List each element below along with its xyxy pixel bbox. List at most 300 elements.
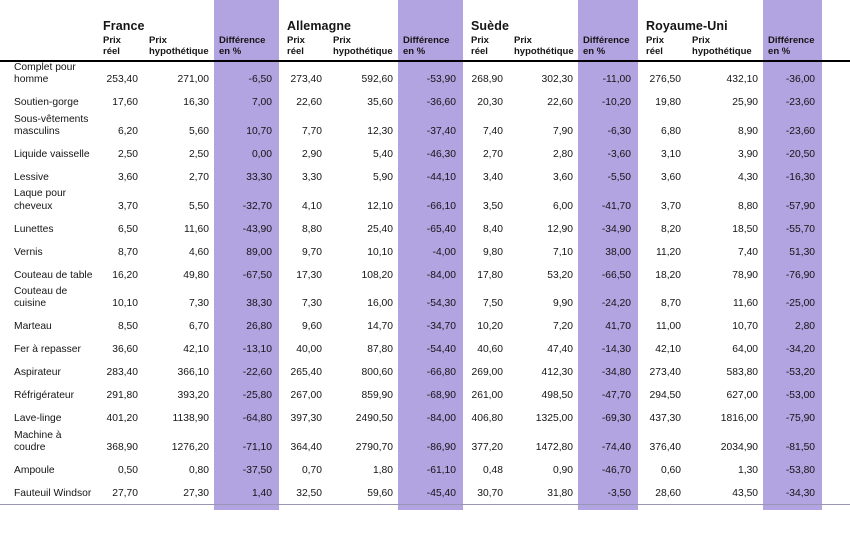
subheader-line: Prix <box>149 34 167 46</box>
table-row <box>0 286 850 315</box>
price-real-cell: 0,50 <box>117 465 138 477</box>
filler-cell <box>822 384 850 407</box>
subheader-line: Prix <box>103 34 121 46</box>
table-row <box>0 142 850 165</box>
filler-cell <box>822 481 850 504</box>
difference-cell: -37,50 <box>214 458 279 481</box>
difference-cell: -53,00 <box>763 384 822 407</box>
price-hypothetical-cell: 2790,70 <box>355 442 393 454</box>
table-row <box>0 114 850 143</box>
price-real-cell: 397,30 <box>290 413 322 425</box>
price-hypothetical-cell: 4,60 <box>188 246 209 258</box>
footer-cell <box>398 504 463 510</box>
difference-cell: -46,70 <box>578 458 638 481</box>
price-hypothetical-cell: 18,50 <box>732 223 759 235</box>
country-header: Royaume-Uni <box>646 19 728 33</box>
difference-cell: -45,40 <box>398 481 463 504</box>
difference-cell: -6,50 <box>214 61 279 91</box>
price-real-cell: 2,50 <box>117 149 138 161</box>
corner-cell <box>0 0 95 34</box>
difference-cell: -53,90 <box>398 61 463 91</box>
subheader-diff <box>578 34 638 61</box>
difference-cell: -25,00 <box>763 286 822 315</box>
filler-cell <box>822 263 850 286</box>
row-label: Aspirateur <box>14 367 61 379</box>
price-real-cell: 3,60 <box>660 172 682 184</box>
subheader-line: Prix <box>471 34 489 46</box>
price-real-cell: 261,00 <box>471 390 503 402</box>
price-real-cell: 8,40 <box>482 223 503 235</box>
filler-cell <box>822 114 850 143</box>
price-real-cell: 4,10 <box>301 200 322 212</box>
row-label: Marteau <box>14 321 52 333</box>
price-real-cell: 7,40 <box>482 126 503 138</box>
difference-cell: -86,90 <box>398 430 463 459</box>
price-real-cell: 3,70 <box>117 200 138 212</box>
price-real-cell: 368,90 <box>106 442 138 454</box>
price-hypothetical-cell: 393,20 <box>177 390 209 402</box>
table-row <box>0 263 850 286</box>
price-hypothetical-cell: 59,60 <box>367 487 393 499</box>
subheader-line: réel <box>103 45 120 57</box>
row-label: Fauteuil Windsor <box>14 487 92 499</box>
price-hypothetical-cell: 2,70 <box>188 172 209 184</box>
row-label: Couteau de cuisine <box>14 286 68 310</box>
price-hypothetical-cell: 0,90 <box>552 465 574 477</box>
subheader-line: Différence <box>768 34 815 46</box>
table-row <box>0 458 850 481</box>
price-hypothetical-cell: 498,50 <box>541 390 574 402</box>
price-real-cell: 11,00 <box>656 321 682 333</box>
subheader-hyp <box>513 34 578 61</box>
country-row <box>0 0 850 34</box>
price-real-cell: 265,40 <box>290 367 322 379</box>
difference-cell: -75,90 <box>763 407 822 430</box>
price-real-cell: 291,80 <box>106 390 138 402</box>
difference-cell: 33,30 <box>214 165 279 188</box>
footer-cell <box>463 504 513 510</box>
price-hypothetical-cell: 0,80 <box>188 465 209 477</box>
price-hypothetical-cell: 12,30 <box>367 126 393 138</box>
price-real-cell: 22,60 <box>296 97 322 109</box>
price-real-cell: 437,30 <box>649 413 682 425</box>
filler-cell <box>822 407 850 430</box>
row-label: Machine à coudre <box>14 429 62 454</box>
table-row <box>0 240 850 263</box>
price-real-cell: 8,20 <box>660 223 682 235</box>
footer-cell <box>214 504 279 510</box>
price-hypothetical-cell: 9,90 <box>552 298 574 310</box>
price-real-cell: 6,50 <box>117 223 138 235</box>
price-hypothetical-cell: 27,30 <box>183 487 209 499</box>
difference-cell: -43,90 <box>214 217 279 240</box>
price-real-cell: 17,30 <box>296 269 322 281</box>
difference-cell: -13,10 <box>214 338 279 361</box>
difference-cell: 10,70 <box>214 114 279 143</box>
difference-cell: -66,10 <box>398 188 463 217</box>
footer-cell <box>691 504 763 510</box>
price-real-cell: 377,20 <box>471 442 503 454</box>
price-hypothetical-cell: 14,70 <box>367 321 393 333</box>
difference-cell: -54,40 <box>398 338 463 361</box>
subheader-line: Prix <box>692 34 710 46</box>
difference-cell: -84,00 <box>398 407 463 430</box>
footer-cell <box>0 504 95 510</box>
price-hypothetical-cell: 6,70 <box>188 321 209 333</box>
subheader-line: hypothétique <box>692 45 752 57</box>
price-real-cell: 7,70 <box>301 126 322 138</box>
subheader-line: Différence <box>403 34 450 46</box>
subheader-hyp <box>691 34 763 61</box>
price-hypothetical-cell: 3,60 <box>552 172 574 184</box>
price-real-cell: 7,30 <box>301 298 322 310</box>
difference-cell: -36,00 <box>763 61 822 91</box>
price-hypothetical-cell: 6,00 <box>552 200 574 212</box>
price-hypothetical-cell: 627,00 <box>726 390 759 402</box>
price-real-cell: 268,90 <box>471 74 503 86</box>
price-hypothetical-cell: 1276,20 <box>171 442 209 454</box>
footer-cell <box>513 504 578 510</box>
filler-cell <box>822 217 850 240</box>
difference-cell: -34,70 <box>398 315 463 338</box>
footer-cell <box>332 504 398 510</box>
subheader-line: hypothétique <box>149 45 209 57</box>
price-real-cell: 28,60 <box>655 487 682 499</box>
filler-cell <box>822 315 850 338</box>
price-real-cell: 8,50 <box>117 321 138 333</box>
price-hypothetical-cell: 1138,90 <box>172 413 209 425</box>
country-header: Allemagne <box>287 19 352 33</box>
table-row <box>0 91 850 114</box>
footer-cell <box>95 504 148 510</box>
price-real-cell: 3,10 <box>660 149 682 161</box>
footer-cell <box>279 504 332 510</box>
table-footer <box>0 504 850 510</box>
table-row <box>0 217 850 240</box>
price-hypothetical-cell: 35,60 <box>367 97 393 109</box>
price-hypothetical-cell: 87,80 <box>367 344 393 356</box>
subheader-line: en % <box>219 45 242 57</box>
price-hypothetical-cell: 1,80 <box>372 465 393 477</box>
price-hypothetical-cell: 11,60 <box>183 223 209 235</box>
table-row <box>0 338 850 361</box>
difference-cell: -65,40 <box>398 217 463 240</box>
country-header: Suède <box>471 19 510 33</box>
price-hypothetical-cell: 7,30 <box>188 298 209 310</box>
difference-cell: 0,00 <box>214 142 279 165</box>
difference-cell: 1,40 <box>214 481 279 504</box>
price-real-cell: 3,60 <box>117 172 138 184</box>
price-real-cell: 6,80 <box>660 126 682 138</box>
price-hypothetical-cell: 2490,50 <box>355 413 393 425</box>
price-hypothetical-cell: 108,20 <box>361 269 393 281</box>
filler-cell <box>822 240 850 263</box>
filler-cell <box>822 361 850 384</box>
difference-cell: -16,30 <box>763 165 822 188</box>
subheader-line: en % <box>583 45 606 57</box>
price-hypothetical-cell: 432,10 <box>726 74 759 86</box>
price-real-cell: 7,50 <box>482 298 503 310</box>
subheader-line: Prix <box>646 34 664 46</box>
subheader-hyp <box>148 34 214 61</box>
table-row <box>0 481 850 504</box>
difference-cell: -55,70 <box>763 217 822 240</box>
price-real-cell: 16,20 <box>112 269 138 281</box>
difference-cell: -84,00 <box>398 263 463 286</box>
difference-cell: -46,30 <box>398 142 463 165</box>
price-hypothetical-cell: 10,10 <box>367 246 393 258</box>
row-label: Ampoule <box>14 465 55 477</box>
subheader-line: réel <box>287 45 304 57</box>
filler-cell <box>822 430 850 459</box>
price-hypothetical-cell: 10,70 <box>732 321 759 333</box>
subheader-line: Prix <box>333 34 351 46</box>
price-real-cell: 276,50 <box>649 74 682 86</box>
difference-cell: -53,80 <box>763 458 822 481</box>
difference-cell: -71,10 <box>214 430 279 459</box>
price-real-cell: 9,80 <box>482 246 503 258</box>
difference-cell: -23,60 <box>763 114 822 143</box>
price-hypothetical-cell: 8,90 <box>737 126 759 138</box>
filler-cell <box>822 188 850 217</box>
price-hypothetical-cell: 302,30 <box>541 74 574 86</box>
subheader-line: réel <box>471 45 488 57</box>
price-hypothetical-cell: 31,80 <box>547 487 574 499</box>
subheader-diff <box>398 34 463 61</box>
difference-cell: -20,50 <box>763 142 822 165</box>
table-row <box>0 361 850 384</box>
subheader-line: Différence <box>219 34 266 46</box>
row-label: Sous-vêtements masculins <box>14 113 89 138</box>
price-hypothetical-cell: 5,90 <box>372 172 393 184</box>
price-hypothetical-cell: 22,60 <box>547 97 574 109</box>
price-hypothetical-cell: 47,40 <box>547 344 574 356</box>
difference-cell: -68,90 <box>398 384 463 407</box>
table-row <box>0 430 850 459</box>
subheader-real <box>638 34 691 61</box>
country-header: France <box>103 19 145 33</box>
subheader-line: en % <box>403 45 426 57</box>
table-row <box>0 384 850 407</box>
price-hypothetical-cell: 53,20 <box>547 269 574 281</box>
subheader-line: réel <box>646 45 663 57</box>
diff-header-spacer <box>578 0 638 34</box>
price-real-cell: 3,30 <box>301 172 322 184</box>
price-real-cell: 10,20 <box>477 321 503 333</box>
price-hypothetical-cell: 11,60 <box>733 298 759 310</box>
price-real-cell: 27,70 <box>112 487 138 499</box>
difference-cell: -11,00 <box>578 61 638 91</box>
difference-cell: -37,40 <box>398 114 463 143</box>
difference-cell: -6,30 <box>578 114 638 143</box>
price-hypothetical-cell: 64,00 <box>732 344 759 356</box>
price-real-cell: 283,40 <box>106 367 138 379</box>
difference-cell: -41,70 <box>578 188 638 217</box>
subheader-line: Différence <box>583 34 630 46</box>
table-row <box>0 165 850 188</box>
price-hypothetical-cell: 3,90 <box>737 149 759 161</box>
diff-header-spacer <box>763 0 822 34</box>
price-hypothetical-cell: 366,10 <box>177 367 209 379</box>
price-hypothetical-cell: 2,50 <box>188 149 209 161</box>
price-hypothetical-cell: 12,90 <box>547 223 574 235</box>
subheader-real <box>279 34 332 61</box>
difference-cell: -64,80 <box>214 407 279 430</box>
table-row <box>0 61 850 91</box>
price-hypothetical-cell: 2034,90 <box>720 442 759 454</box>
price-real-cell: 406,80 <box>471 413 503 425</box>
price-hypothetical-cell: 1472,80 <box>535 442 574 454</box>
row-label: Vernis <box>14 246 43 258</box>
price-hypothetical-cell: 859,90 <box>361 390 393 402</box>
price-hypothetical-cell: 1816,00 <box>720 413 759 425</box>
price-hypothetical-cell: 5,40 <box>372 149 393 161</box>
filler-cell <box>822 286 850 315</box>
price-real-cell: 267,00 <box>290 390 322 402</box>
price-real-cell: 30,70 <box>477 487 503 499</box>
difference-cell: -22,60 <box>214 361 279 384</box>
row-label: Lunettes <box>14 223 54 235</box>
price-real-cell: 2,90 <box>301 149 322 161</box>
price-real-cell: 3,40 <box>482 172 503 184</box>
subheader-row <box>0 34 850 61</box>
difference-cell: -53,20 <box>763 361 822 384</box>
price-real-cell: 3,70 <box>660 200 682 212</box>
price-real-cell: 253,40 <box>106 74 138 86</box>
footer-cell <box>578 504 638 510</box>
price-real-cell: 11,20 <box>656 246 682 258</box>
price-hypothetical-cell: 7,10 <box>552 246 574 258</box>
filler-cell <box>822 0 850 34</box>
price-hypothetical-cell: 43,50 <box>732 487 759 499</box>
table-row <box>0 407 850 430</box>
difference-cell: -3,60 <box>578 142 638 165</box>
row-label: Soutien-gorge <box>14 97 79 109</box>
difference-cell: -24,20 <box>578 286 638 315</box>
row-label: Lessive <box>14 172 49 184</box>
price-real-cell: 2,70 <box>482 149 503 161</box>
price-hypothetical-cell: 25,40 <box>367 223 393 235</box>
filler-cell <box>822 338 850 361</box>
difference-cell: -44,10 <box>398 165 463 188</box>
price-real-cell: 0,60 <box>660 465 682 477</box>
difference-cell: -34,80 <box>578 361 638 384</box>
price-real-cell: 0,48 <box>482 465 503 477</box>
price-real-cell: 40,60 <box>477 344 503 356</box>
difference-cell: 51,30 <box>763 240 822 263</box>
diff-header-spacer <box>398 0 463 34</box>
filler-cell <box>822 142 850 165</box>
price-hypothetical-cell: 7,90 <box>552 126 574 138</box>
difference-cell: -34,90 <box>578 217 638 240</box>
difference-cell: -34,30 <box>763 481 822 504</box>
row-label: Lave-linge <box>14 413 62 425</box>
price-real-cell: 40,00 <box>296 344 322 356</box>
footer-cell <box>822 504 850 510</box>
subheader-line: Prix <box>287 34 305 46</box>
difference-cell: 41,70 <box>578 315 638 338</box>
difference-cell: -66,80 <box>398 361 463 384</box>
filler-cell <box>822 458 850 481</box>
price-hypothetical-cell: 4,30 <box>737 172 759 184</box>
footer-cell <box>638 504 691 510</box>
table-header <box>0 0 850 61</box>
difference-cell: -36,60 <box>398 91 463 114</box>
price-hypothetical-cell: 1,30 <box>737 465 759 477</box>
row-label: Réfrigérateur <box>14 390 75 402</box>
price-real-cell: 20,30 <box>477 97 503 109</box>
table-row <box>0 188 850 217</box>
row-label: Liquide vaisselle <box>14 149 90 161</box>
price-real-cell: 294,50 <box>649 390 682 402</box>
subheader-real <box>463 34 513 61</box>
table-row <box>0 315 850 338</box>
price-hypothetical-cell: 25,90 <box>732 97 759 109</box>
price-real-cell: 3,50 <box>482 200 503 212</box>
price-hypothetical-cell: 271,00 <box>177 74 209 86</box>
price-real-cell: 6,20 <box>117 126 138 138</box>
price-real-cell: 17,60 <box>112 97 138 109</box>
difference-cell: 89,00 <box>214 240 279 263</box>
subheader-real <box>95 34 148 61</box>
difference-cell: -76,90 <box>763 263 822 286</box>
price-hypothetical-cell: 16,30 <box>183 97 209 109</box>
filler-cell <box>822 61 850 91</box>
price-real-cell: 18,20 <box>655 269 682 281</box>
difference-cell: 38,00 <box>578 240 638 263</box>
difference-cell: -14,30 <box>578 338 638 361</box>
price-real-cell: 8,70 <box>660 298 682 310</box>
price-real-cell: 273,40 <box>290 74 322 86</box>
filler-cell <box>822 91 850 114</box>
difference-cell: 2,80 <box>763 315 822 338</box>
difference-cell: -32,70 <box>214 188 279 217</box>
price-hypothetical-cell: 5,60 <box>188 126 209 138</box>
difference-cell: 38,30 <box>214 286 279 315</box>
price-real-cell: 19,80 <box>655 97 682 109</box>
price-hypothetical-cell: 8,80 <box>737 200 759 212</box>
difference-cell: -25,80 <box>214 384 279 407</box>
difference-cell: -66,50 <box>578 263 638 286</box>
price-real-cell: 364,40 <box>290 442 322 454</box>
price-real-cell: 269,00 <box>471 367 503 379</box>
row-label: Fer à repasser <box>14 344 81 356</box>
price-real-cell: 0,70 <box>301 465 322 477</box>
filler-cell <box>822 34 850 61</box>
row-label: Complet pour homme <box>14 62 76 86</box>
price-real-cell: 17,80 <box>477 269 503 281</box>
subheader-diff <box>214 34 279 61</box>
price-hypothetical-cell: 12,10 <box>367 200 393 212</box>
difference-cell: -34,20 <box>763 338 822 361</box>
difference-cell: 7,00 <box>214 91 279 114</box>
table-body <box>0 61 850 504</box>
price-real-cell: 8,80 <box>301 223 322 235</box>
price-real-cell: 9,70 <box>301 246 322 258</box>
difference-cell: -47,70 <box>578 384 638 407</box>
difference-cell: -61,10 <box>398 458 463 481</box>
subheader-line: hypothétique <box>514 45 574 57</box>
price-real-cell: 32,50 <box>296 487 322 499</box>
difference-cell: -10,20 <box>578 91 638 114</box>
difference-cell: -3,50 <box>578 481 638 504</box>
filler-cell <box>822 165 850 188</box>
price-hypothetical-cell: 2,80 <box>552 149 574 161</box>
price-hypothetical-cell: 42,10 <box>183 344 209 356</box>
price-hypothetical-cell: 800,60 <box>361 367 393 379</box>
price-real-cell: 401,20 <box>106 413 138 425</box>
subheader-line: hypothétique <box>333 45 393 57</box>
